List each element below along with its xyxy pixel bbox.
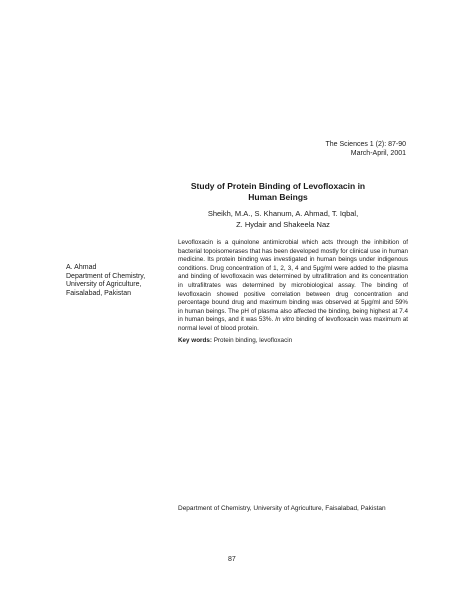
authors-line-2: Z. Hydair and Shakeela Naz <box>236 220 330 229</box>
sidebar-affiliation <box>66 264 158 298</box>
authors-line-1: Sheikh, M.A., S. Khanum, A. Ahmad, T. Iqbal, <box>207 209 359 218</box>
sidebar-affiliation-line-3: Faisalabad, Pakistan <box>66 289 131 297</box>
keywords <box>178 337 292 345</box>
footer-affiliation: Department of Chemistry, University of Agriculture, Faisalabad, Pakistan <box>178 505 386 512</box>
journal-reference <box>325 140 406 158</box>
abstract-italic-phrase: In vitro <box>275 316 295 324</box>
sidebar-affiliation-line-1: Department of Chemistry, <box>66 272 146 280</box>
sidebar-affiliation-line-2: University of Agriculture, <box>66 281 142 289</box>
abstract-part-2: binding of levofloxacin was maximum at normal level of blood protein. <box>178 316 409 332</box>
keywords-value: Protein binding, levofloxacin <box>213 337 293 344</box>
abstract-part-1: Levofloxacin is a quinolone antimicrobial which acts through the inhibition of bacterial topoisomerases that has been developed mostly for clinical use in human medicine. Its protein binding was investigated in human beings under indigenous conditions. Drug concentration of 1, 2, 3, 4 and 5µg/ml were added to the plasma and binding of levofloxacin was determined by ultrafiltration and its concentration in ultrafiltrates was determined by microbiological assay. The binding of levofloxacin showed positive correlation between drug concentration and percentage bound drug and maximum binding was observed at 5µg/ml and 59% in human beings. The pH of plasma also affected the binding, being highest at 7.4 in human beings, and it was 53%. <box>178 239 408 324</box>
sidebar-author-name: A. Ahmad <box>66 264 97 271</box>
keywords-label: Key words: <box>178 337 212 344</box>
journal-citation: The Sciences 1 (2): 87-90 <box>325 141 406 148</box>
journal-issue-date: March-April, 2001 <box>350 150 406 157</box>
author-list <box>178 208 388 230</box>
abstract <box>178 239 408 334</box>
page-number: 87 <box>228 556 236 563</box>
article-title: Study of Protein Binding of Levofloxacin in Human Beings <box>190 181 366 202</box>
